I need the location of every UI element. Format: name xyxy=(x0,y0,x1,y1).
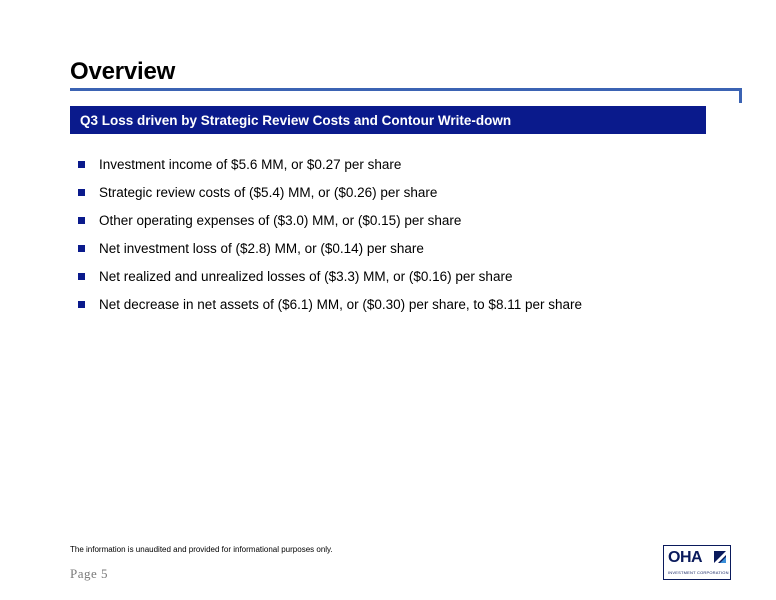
bullet-list xyxy=(78,150,582,318)
logo-subtext: INVESTMENT CORPORATION xyxy=(668,570,729,575)
bullet-square-icon xyxy=(78,245,85,252)
list-item-text: Net realized and unrealized losses of ($3.3) MM, or ($0.16) per share xyxy=(99,268,513,284)
bullet-square-icon xyxy=(78,301,85,308)
list-item xyxy=(78,262,582,290)
section-banner-text: Q3 Loss driven by Strategic Review Costs and Contour Write-down xyxy=(80,112,512,128)
bullet-square-icon xyxy=(78,217,85,224)
list-item xyxy=(78,234,582,262)
bullet-square-icon xyxy=(78,273,85,280)
bullet-square-icon xyxy=(78,189,85,196)
list-item-text: Strategic review costs of ($5.4) MM, or ($0.26) per share xyxy=(99,184,438,200)
company-logo xyxy=(663,545,731,580)
section-banner xyxy=(70,106,706,134)
list-item xyxy=(78,206,582,234)
title-rule-corner xyxy=(739,88,742,103)
footnote: The information is unaudited and provided for informational purposes only. xyxy=(70,545,333,554)
list-item-text: Other operating expenses of ($3.0) MM, or ($0.15) per share xyxy=(99,212,462,228)
list-item xyxy=(78,290,582,318)
title-rule xyxy=(70,88,742,91)
list-item xyxy=(78,178,582,206)
list-item-text: Net decrease in net assets of ($6.1) MM, or ($0.30) per share, to $8.11 per share xyxy=(99,296,582,312)
logo-text: OHA xyxy=(668,549,703,566)
page-title: Overview xyxy=(70,58,176,85)
list-item-text: Net investment loss of ($2.8) MM, or ($0.14) per share xyxy=(99,240,424,256)
bullet-square-icon xyxy=(78,161,85,168)
list-item-text: Investment income of $5.6 MM, or $0.27 per share xyxy=(99,156,402,172)
list-item xyxy=(78,150,582,178)
page-number: Page 5 xyxy=(70,566,109,581)
oha-logo-mark-icon xyxy=(714,551,726,563)
